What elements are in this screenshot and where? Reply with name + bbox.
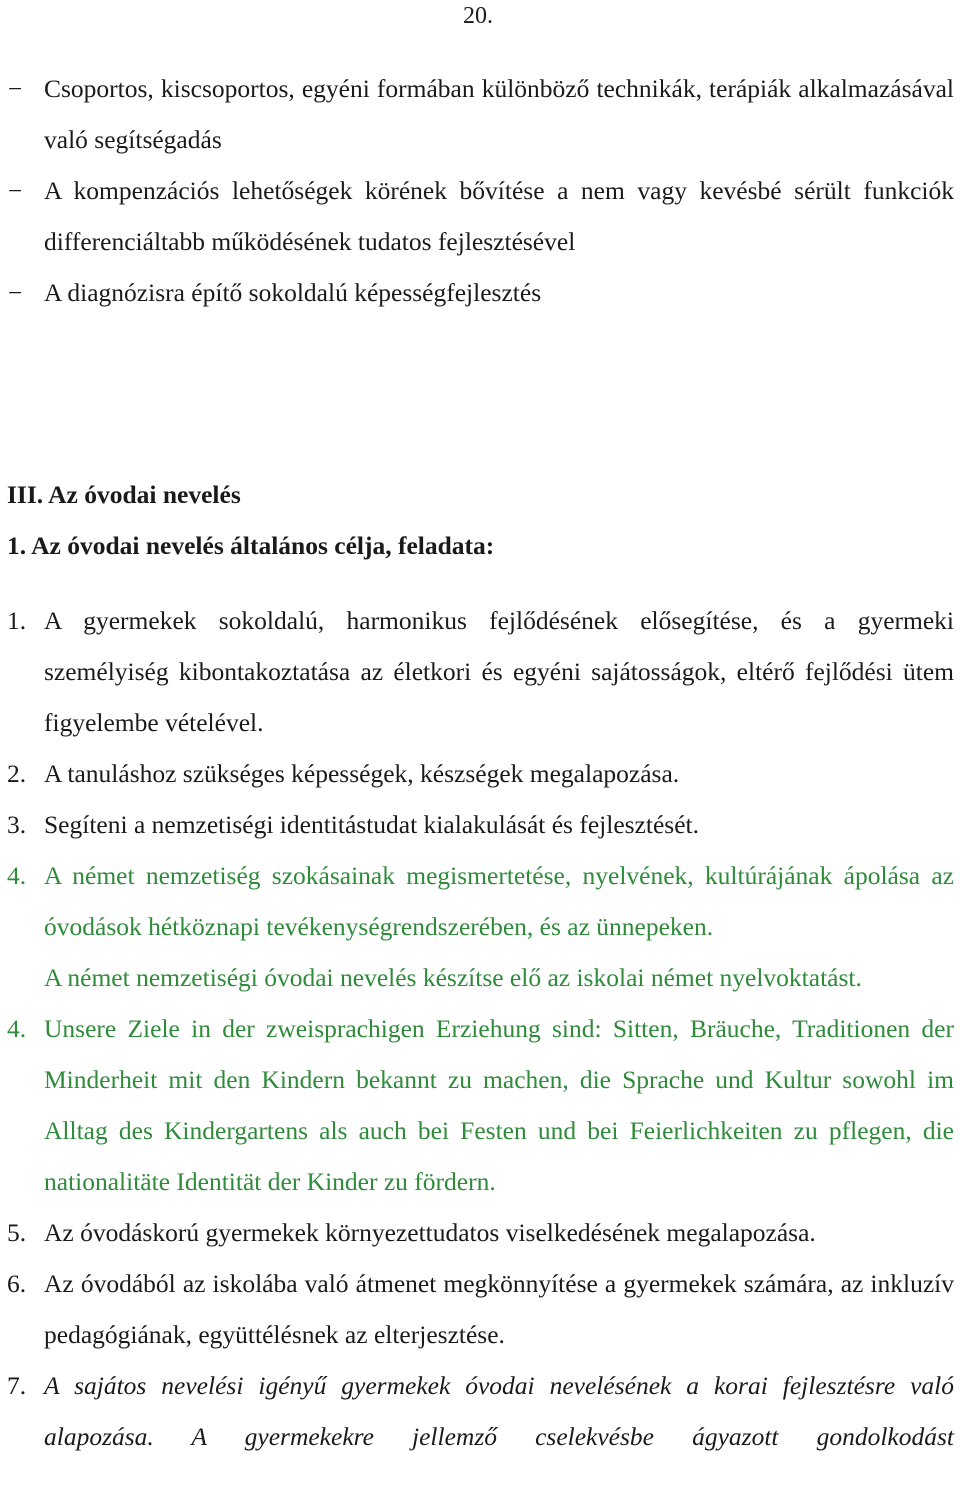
- list-item-text: A kompenzációs lehetőségek körének bővítése a nem vagy kevésbé sérült funkciók differenciáltabb működésének tudatos fejlesztésével: [44, 176, 954, 256]
- item-number: 4.: [7, 861, 27, 890]
- item-number: 3.: [7, 810, 27, 839]
- list-item: [0, 1207, 960, 1258]
- list-item-text: Csoportos, kiscsoportos, egyéni formában különböző technikák, terápiák alkalmazásával való segítségadás: [44, 74, 954, 154]
- list-item-text: Unsere Ziele in der zweisprachigen Erziehung sind: Sitten, Bräuche, Traditionen der Minderheit mit den Kindern bekannt zu machen, die Sprache und Kultur sowohl im Alltag des Kindergartens als auch bei Festen und bei Feierlichkeiten zu pflegen, die nationalitäte Identität der Kinder zu fördern.: [44, 1014, 954, 1196]
- list-item: [0, 799, 960, 850]
- list-item-text: Az óvodából az iskolába való átmenet megkönnyítése a gyermekek számára, az inkluzív pedagógiának, együttélésnek az elterjesztése.: [44, 1269, 954, 1349]
- numbered-list: [0, 595, 960, 1462]
- dash-list: [0, 63, 960, 318]
- list-item: [0, 1003, 960, 1207]
- list-item: [0, 63, 960, 165]
- list-item-text: A sajátos nevelési igényű gyermekek óvodai nevelésének a korai fejlesztésre való alapozása. A gyermekekre jellemző cselekvésbe ágyazott gondolkodást: [44, 1371, 954, 1451]
- list-item-text: A gyermekek sokoldalú, harmonikus fejlődésének elősegítése, és a gyermeki személyiség kibontakoztatása az életkori és egyéni sajátosságok, eltérő fejlődési ütem figyelembe vételével.: [44, 606, 954, 737]
- item-number: 2.: [7, 759, 27, 788]
- list-item-text: Segíteni a nemzetiségi identitástudat kialakulását és fejlesztését.: [44, 810, 699, 839]
- dash-marker: −: [8, 278, 23, 307]
- list-item: [0, 165, 960, 267]
- item-number: 6.: [7, 1269, 27, 1298]
- list-item: [0, 952, 960, 1003]
- dash-marker: −: [8, 74, 23, 103]
- page-number: 20.: [463, 3, 493, 29]
- item-number: 4.: [7, 1014, 27, 1043]
- list-item: [0, 595, 960, 748]
- list-item-text: A német nemzetiségi óvodai nevelés készítse elő az iskolai német nyelvoktatást.: [44, 963, 862, 992]
- list-item: [0, 267, 960, 318]
- dash-marker: −: [8, 176, 23, 205]
- list-item-text: Az óvodáskorú gyermekek környezettudatos viselkedésének megalapozása.: [44, 1218, 816, 1247]
- list-item: [0, 1360, 960, 1462]
- list-item: [0, 850, 960, 952]
- list-item-text: A tanuláshoz szükséges képességek, készségek megalapozása.: [44, 759, 680, 788]
- list-item: [0, 1258, 960, 1360]
- section-heading: III. Az óvodai nevelés: [7, 480, 241, 509]
- list-item: [0, 748, 960, 799]
- subsection-heading: 1. Az óvodai nevelés általános célja, feladata:: [7, 531, 495, 560]
- item-number: 5.: [7, 1218, 27, 1247]
- item-number: 7.: [7, 1371, 27, 1400]
- item-number: 1.: [7, 606, 27, 635]
- list-item-text: A német nemzetiség szokásainak megismertetése, nyelvének, kultúrájának ápolása az óvodások hétköznapi tevékenységrendszerében, és az ünnepeken.: [44, 861, 954, 941]
- list-item-text: A diagnózisra építő sokoldalú képességfejlesztés: [44, 278, 542, 307]
